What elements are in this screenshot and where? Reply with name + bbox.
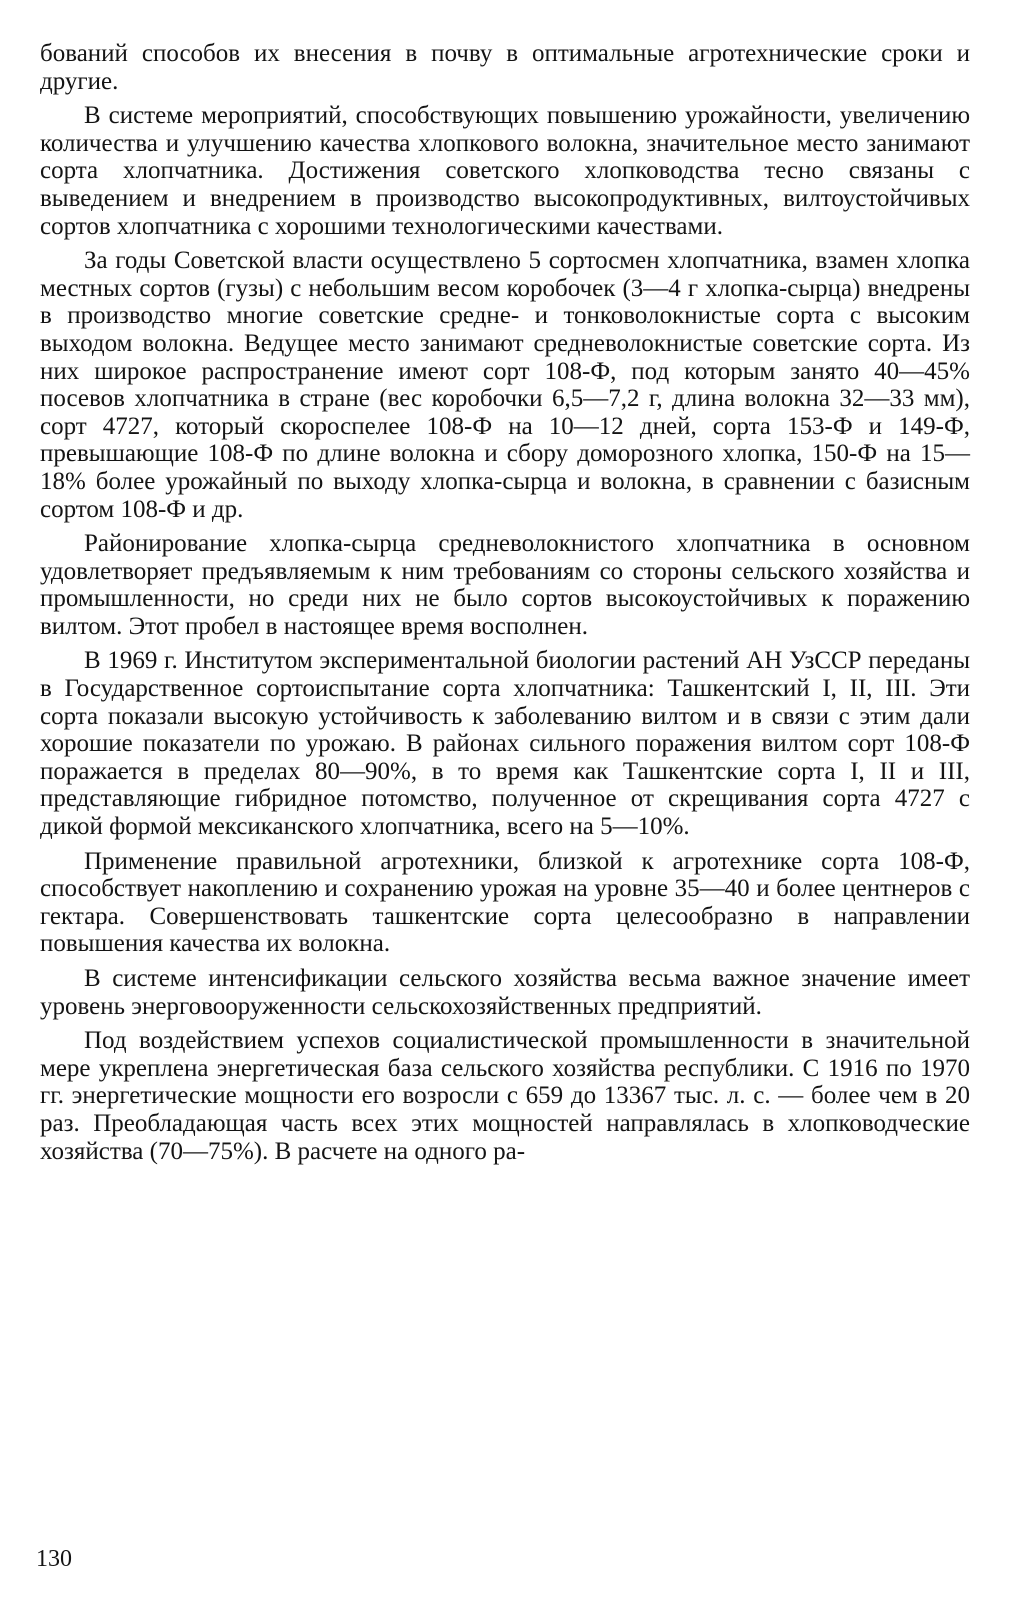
paragraph-1: бований способов их внесения в почву в оптимальные агротехнические сроки и другие. [40, 40, 970, 95]
paragraph-8: Под воздействием успехов социалистической промышленности в значительной мере укреплена энергетическая база сельского хозяйства республики. С 1916 по 1970 гг. энергетические мощности его возросли с 659 до 13367 тыс. л. с. — более чем в 20 раз. Преобладающая часть всех этих мощностей направлялась в хлопководческие хозяйства (70—75%). В расчете на одного ра- [40, 1027, 970, 1165]
paragraph-6: Применение правильной агротехники, близкой к агротехнике сорта 108-Ф, способствует накоплению и сохранению урожая на уровне 35—40 и более центнеров с гектара. Совершенствовать ташкентские сорта целесообразно в направлении повышения качества их волокна. [40, 847, 970, 958]
paragraph-2: В системе мероприятий, способствующих повышению урожайности, увеличению количества и улучшению качества хлопкового волокна, значительное место занимают сорта хлопчатника. Достижения советского хлопководства тесно связаны с выведением и внедрением в производство высокопродуктивных, вилтоустойчивых сортов хлопчатника с хорошими технологическими качествами. [40, 102, 970, 240]
page-body [40, 40, 970, 1172]
paragraph-3: За годы Советской власти осуществлено 5 сортосмен хлопчатника, взамен хлопка местных сортов (гузы) с небольшим весом коробочек (3—4 г хлопка-сырца) внедрены в производство многие советские средне- и тонковолокнистые сорта с высоким выходом волокна. Ведущее место занимают средневолокнистые советские сорта. Из них широкое распространение имеют сорт 108-Ф, под которым занято 40—45% посевов хлопчатника в стране (вес коробочки 6,5—7,2 г, длина волокна 32—33 мм), сорт 4727, который скороспелее 108-Ф на 10—12 дней, сорта 153-Ф и 149-Ф, превышающие 108-Ф по длине волокна и сбору доморозного хлопка, 150-Ф на 15—18% более урожайный по выходу хлопка-сырца и волокна, в сравнении с базисным сортом 108-Ф и др. [40, 247, 970, 523]
paragraph-7: В системе интенсификации сельского хозяйства весьма важное значение имеет уровень энерговооруженности сельскохозяйственных предприятий. [40, 965, 970, 1020]
paragraph-5: В 1969 г. Институтом экспериментальной биологии растений АН УзССР переданы в Государственное сортоиспытание сорта хлопчатника: Ташкентский I, II, III. Эти сорта показали высокую устойчивость к заболеванию вилтом и в связи с этим дали хорошие показатели по урожаю. В районах сильного поражения вилтом сорт 108-Ф поражается в пределах 80—90%, в то время как Ташкентские сорта I, II и III, представляющие гибридное потомство, полученное от скрещивания сорта 4727 с дикой формой мексиканского хлопчатника, всего на 5—10%. [40, 647, 970, 841]
page-number: 130 [36, 1546, 72, 1572]
paragraph-4: Районирование хлопка-сырца средневолокнистого хлопчатника в основном удовлетворяет предъявляемым к ним требованиям со стороны сельского хозяйства и промышленности, но среди них не было сортов высокоустойчивых к поражению вилтом. Этот пробел в настоящее время восполнен. [40, 530, 970, 640]
